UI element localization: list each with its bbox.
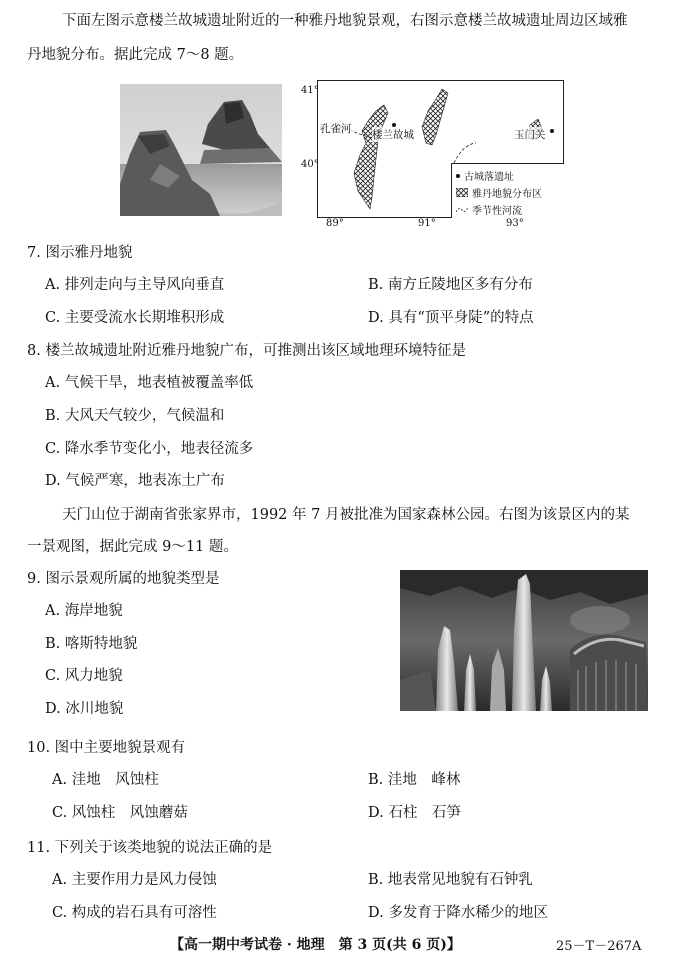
map-label-loulan: 楼兰故城 (372, 129, 414, 141)
q8-option-c: C. 降水季节变化小，地表径流多 (45, 441, 254, 457)
map-lon-93: 93° (506, 218, 524, 229)
q7-option-b: B. 南方丘陵地区多有分布 (368, 277, 533, 293)
site-dot-icon (456, 174, 460, 178)
q9-option-a: A. 海岸地貌 (45, 603, 123, 619)
q7-stem: 7. 图示雅丹地貌 (27, 245, 133, 261)
q10-option-a: A. 洼地 风蚀柱 (52, 772, 159, 788)
intro1-line1: 下面左图示意楼兰故城遗址附近的一种雅丹地貌景观，右图示意楼兰故城遗址周边区域雅 (62, 13, 628, 29)
karst-cave-photo (400, 570, 648, 711)
map-lat-41: 41° (301, 85, 319, 96)
q10-option-c: C. 风蚀柱 风蚀蘑菇 (52, 805, 188, 821)
q8-option-b: B. 大风天气较少，气候温和 (45, 408, 225, 424)
q11-option-b: B. 地表常见地貌有石钟乳 (368, 872, 533, 888)
yardang-distribution-map (301, 80, 564, 229)
footer-page-info: 【高一期中考试卷 · 地理 第 3 页(共 6 页)】 (170, 937, 461, 953)
map-lat-40: 40° (301, 159, 319, 170)
q8-option-a: A. 气候干旱，地表植被覆盖率低 (45, 375, 254, 391)
q11-option-a: A. 主要作用力是风力侵蚀 (52, 872, 217, 888)
q8-option-d: D. 气候严寒，地表冻土广布 (45, 473, 225, 489)
yardang-landscape-photo (120, 84, 282, 216)
q9-option-b: B. 喀斯特地貌 (45, 636, 138, 652)
footer-code: 25－T－267A (556, 939, 642, 954)
legend-yardang: 雅丹地貌分布区 (472, 189, 542, 200)
q9-stem: 9. 图示景观所属的地貌类型是 (27, 571, 220, 587)
intro2-line2: 一景观图，据此完成 9～11 题。 (27, 539, 238, 555)
map-lon-89: 89° (326, 218, 344, 229)
q7-option-a: A. 排列走向与主导风向垂直 (45, 277, 225, 293)
q11-stem: 11. 下列关于该类地貌的说法正确的是 (27, 840, 273, 856)
map-label-kongque-river: 孔雀河 (320, 123, 352, 135)
q10-stem: 10. 图中主要地貌景观有 (27, 740, 186, 756)
legend-river: 季节性河流 (472, 206, 522, 217)
q10-option-d: D. 石柱 石笋 (368, 805, 461, 821)
yardang-hatch-icon (456, 188, 468, 197)
q11-option-d: D. 多发育于降水稀少的地区 (368, 905, 548, 921)
intro1-line2: 丹地貌分布。据此完成 7～8 题。 (27, 47, 244, 63)
q7-option-d: D. 具有“顶平身陡”的特点 (368, 310, 534, 326)
map-legend (451, 163, 564, 218)
q10-option-b: B. 洼地 峰林 (368, 772, 461, 788)
q7-option-c: C. 主要受流水长期堆积形成 (45, 310, 225, 326)
map-label-yumen: 玉门关 (514, 129, 546, 141)
q11-option-c: C. 构成的岩石具有可溶性 (52, 905, 217, 921)
q9-option-c: C. 风力地貌 (45, 668, 123, 684)
intro2-line1: 天门山位于湖南省张家界市，1992 年 7 月被批准为国家森林公园。右图为该景区内的某 (62, 507, 630, 523)
q9-option-d: D. 冰川地貌 (45, 701, 124, 717)
seasonal-river-icon (456, 205, 468, 214)
map-lon-91: 91° (418, 218, 436, 229)
q8-stem: 8. 楼兰故城遗址附近雅丹地貌广布，可推测出该区域地理环境特征是 (27, 343, 466, 359)
legend-site: 古城落遗址 (464, 172, 514, 183)
